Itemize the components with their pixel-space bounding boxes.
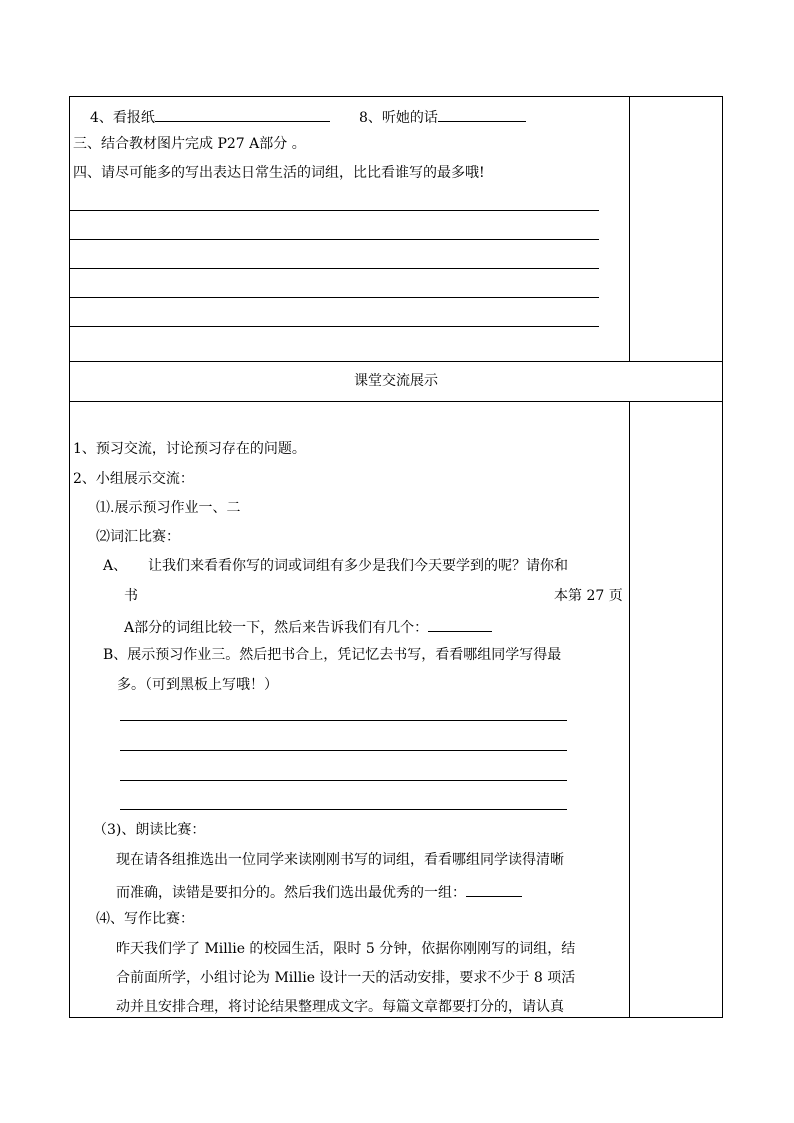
instruction-4: 四、请尽可能多的写出表达日常生活的词组，比比看谁写的最多哦! [73, 165, 485, 181]
table-column-divider [629, 96, 630, 361]
writing-text-1: 昨天我们学了 Millie 的校园生活，限时 5 分钟，依据你刚刚写的词组，结 [116, 941, 576, 957]
writing-line[interactable] [70, 210, 599, 211]
item-8-label: 8、听她的话 [359, 105, 526, 128]
part-b-text-2: 多。（可到黑板上写哦！） [117, 677, 278, 693]
writing-line[interactable] [70, 326, 599, 327]
answer-blank[interactable] [466, 880, 522, 897]
writing-line[interactable] [70, 297, 599, 298]
writing-line[interactable] [70, 239, 599, 240]
writing-text-2: 合前面所学，小组讨论为 Millie 设计一天的活动安排，要求不少于 8 项活 [116, 970, 576, 986]
part-a-text: 让我们来看看你写的词或词组有多少是我们今天要学到的呢？请你和 [148, 558, 568, 574]
sub-step-1: ⑴.展示预习作业一、二 [96, 500, 241, 516]
sub-step-4: ⑷、写作比赛： [96, 911, 194, 927]
section-title: 课堂交流展示 [354, 373, 438, 389]
writing-line[interactable] [120, 780, 567, 781]
part-a-label: A、 [103, 558, 128, 574]
table-row-divider [69, 361, 723, 362]
reading-text-1: 现在请各组推选出一位同学来读刚刚书写的词组，看看哪组同学读得清晰 [116, 852, 564, 868]
table-column-divider [629, 401, 630, 1018]
writing-line[interactable] [120, 809, 567, 810]
writing-line[interactable] [70, 268, 599, 269]
answer-blank[interactable] [428, 615, 492, 632]
reading-text-2: 而准确，读错是要扣分的。然后我们选出最优秀的一组： [116, 880, 522, 903]
step-2: 2、小组展示交流： [73, 471, 194, 487]
step-1: 1、预习交流，讨论预习存在的问题。 [73, 441, 306, 457]
answer-blank[interactable] [155, 105, 330, 122]
item-4-label: 4、看报纸 [90, 105, 330, 128]
part-a-page: 本第 27 页 [554, 588, 623, 604]
instruction-3: 三、结合教材图片完成 P27 A部分 。 [73, 136, 306, 152]
writing-line[interactable] [120, 750, 567, 751]
sub-step-2: ⑵词汇比赛： [96, 529, 180, 545]
answer-blank[interactable] [438, 105, 526, 122]
part-a-question: A部分的词组比较一下，然后来告诉我们有几个： [124, 615, 492, 638]
part-a-shu: 书 [124, 588, 138, 604]
part-b-text: B、展示预习作业三。然后把书合上，凭记忆去书写，看看哪组同学写得最 [103, 647, 562, 663]
sub-step-3: （3)、朗读比赛： [93, 822, 206, 838]
table-row-divider [69, 401, 723, 402]
writing-line[interactable] [120, 720, 567, 721]
writing-text-3: 动并且安排合理，将讨论结果整理成文字。每篇文章都要打分的，请认真 [116, 999, 564, 1015]
